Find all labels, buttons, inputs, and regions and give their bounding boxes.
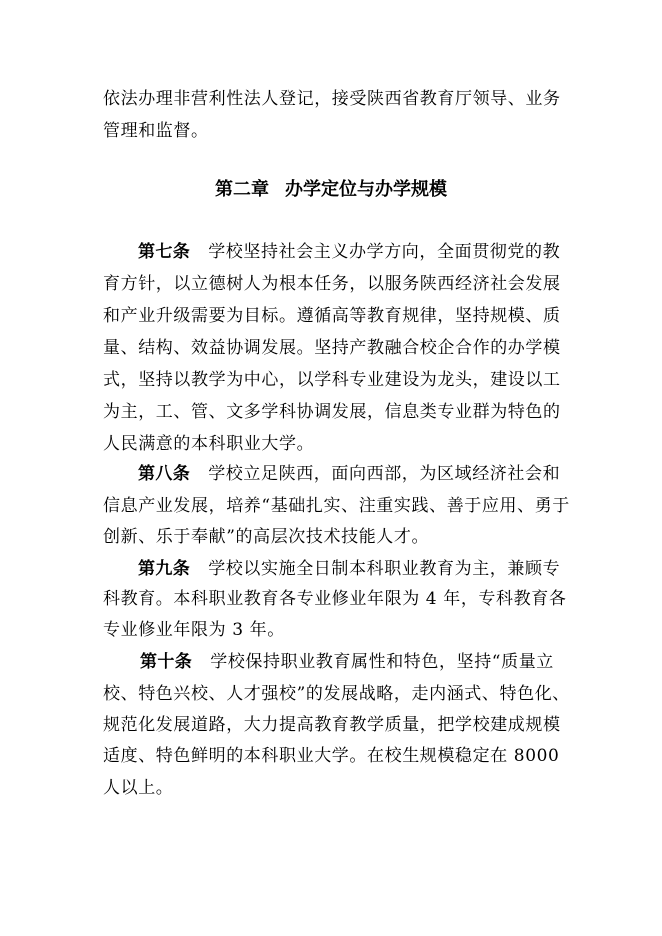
article-10-line-4: 适度、特色鲜明的本科职业大学。在校生规模稳定在 8000 — [103, 746, 560, 766]
article-7-line-1: 学校坚持社会主义办学方向，全面贯彻党的教 — [208, 242, 561, 262]
article-8-line-1: 学校立足陕西，面向西部，为区域经济社会和 — [208, 464, 561, 484]
article-9-line-3: 专业修业年限为 3 年。 — [103, 620, 285, 640]
intro-line-2: 管理和监督。 — [103, 121, 209, 141]
article-7-first-line — [138, 241, 565, 263]
article-10-first-line — [140, 651, 565, 673]
article-9-line-2: 科教育。本科职业教育各专业修业年限为 4 年，专科教育各 — [103, 589, 567, 609]
article-10-label: 第十条 — [140, 652, 193, 672]
intro-line-1: 依法办理非营利性法人登记，接受陕西省教育厅领导、业务 — [103, 89, 561, 109]
article-8-line-2: 信息产业发展，培养“基础扎实、注重实践、善于应用、勇于 — [103, 496, 570, 516]
article-10-line-5: 人以上。 — [103, 778, 174, 798]
chapter-heading — [0, 178, 662, 202]
article-7-line-2: 育方针，以立德树人为根本任务，以服务陕西经济社会发展 — [103, 274, 561, 294]
article-10-line-2: 校、特色兴校、人才强校”的发展战略，走内涵式、特色化、 — [103, 684, 570, 704]
article-9-line-1: 学校以实施全日制本科职业教育为主，兼顾专 — [208, 559, 561, 579]
article-9-label: 第九条 — [138, 559, 191, 579]
article-7-line-5: 式，坚持以教学为中心，以学科专业建设为龙头，建设以工 — [103, 370, 561, 390]
article-7-line-6: 为主，工、管、文多学科协调发展，信息类专业群为特色的 — [103, 402, 561, 422]
article-7-label: 第七条 — [138, 242, 191, 262]
article-8-line-3: 创新、乐于奉献”的高层次技术技能人才。 — [103, 527, 430, 547]
article-7-line-3: 和产业升级需要为目标。遵循高等教育规律，坚持规模、质 — [103, 306, 561, 326]
article-9-first-line — [138, 558, 565, 580]
article-8-label: 第八条 — [138, 464, 191, 484]
chapter-title: 办学定位与办学规模 — [285, 179, 447, 200]
article-7-line-7: 人民满意的本科职业大学。 — [103, 434, 315, 454]
article-7-line-4: 量、结构、效益协调发展。坚持产教融合校企合作的办学模 — [103, 338, 561, 358]
article-8-first-line — [138, 463, 565, 485]
chapter-number: 第二章 — [215, 179, 269, 200]
article-10-line-1: 学校保持职业教育属性和特色，坚持“质量立 — [210, 652, 554, 672]
article-10-line-3: 规范化发展道路，大力提高教育教学质量，把学校建成规模 — [103, 715, 561, 735]
